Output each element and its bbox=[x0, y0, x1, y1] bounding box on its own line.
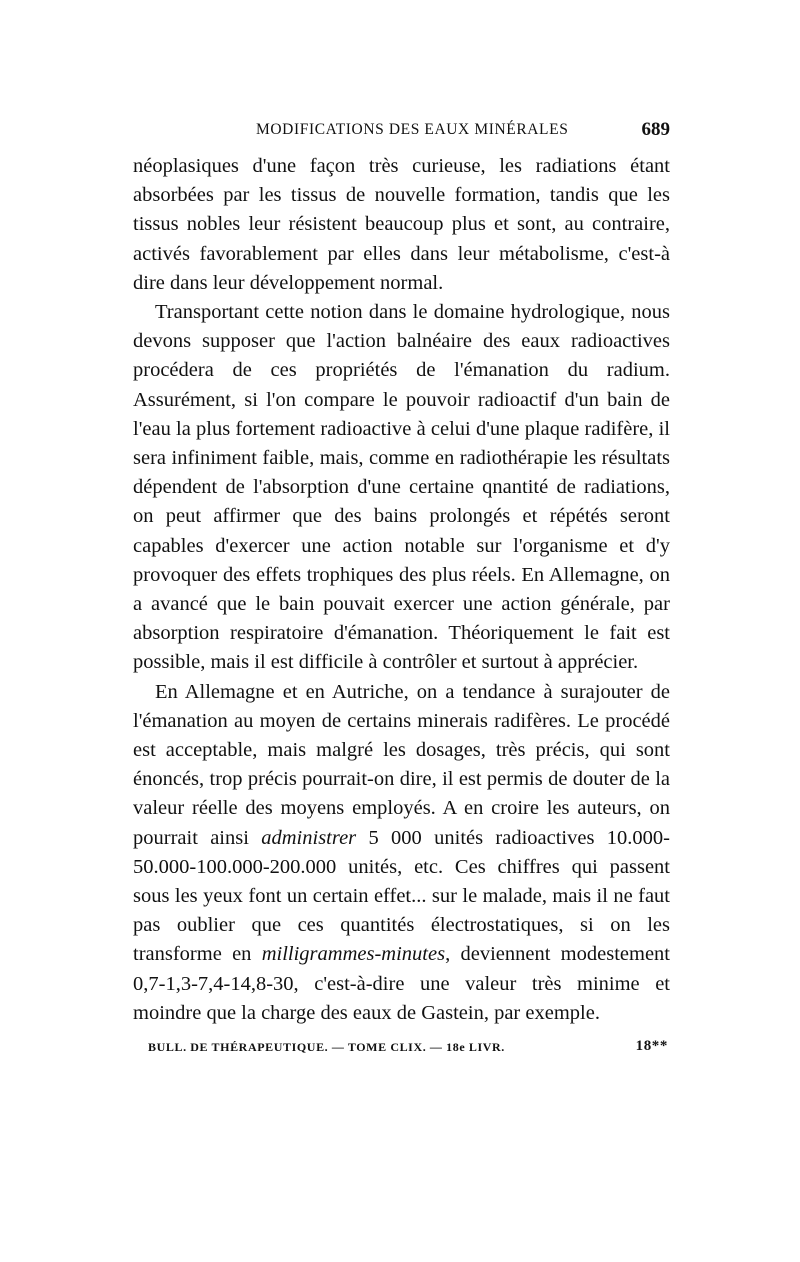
paragraph-2 bbox=[133, 298, 670, 678]
paragraph-1 bbox=[133, 152, 670, 298]
page-number: 689 bbox=[641, 119, 670, 140]
italic-term-milligrammes-minutes: milligrammes-minutes bbox=[261, 943, 446, 966]
printer-signature-line bbox=[148, 1038, 668, 1060]
italic-term-administrer: administrer bbox=[261, 826, 357, 849]
paragraph-3-text-b: 5 000 unités radioactives 10.000-50.000-100.000-200.000 unités, etc. Ces chiffres qui passent sous les yeux font un certain effet... sur le malade, mais il ne faut pas oublier que ces quantités électrostatiques, si on les transforme en bbox=[133, 826, 670, 966]
paragraph-2-text: Transportant cette notion dans le domaine hydrologique, nous devons supposer que l'action balnéaire des eaux radioactives procédera de ces propriétés de l'émanation du radium. Assurément, si l'on compare le pouvoir radioactif d'un bain de l'eau la plus fortement radioactive à celui d'une plaque radifère, il sera infiniment faible, mais, comme en radiothérapie les résultats dépendent de l'absorption d'une certaine qnantité de radiations, on peut affirmer que des bains prolongés et répétés seront capables d'exercer une action notable sur l'organisme et d'y provoquer des effets trophiques des plus réels. En Allemagne, on a avancé que le bain pouvait exercer une action générale, par absorption respiratoire d'émanation. Théoriquement le fait est possible, mais il est difficile à contrôler et surtout à apprécier. bbox=[133, 301, 670, 674]
paragraph-1-text: néoplasiques d'une façon très curieuse, les radiations étant absorbées par les tissus de nouvelle formation, tandis que les tissus nobles leur résistent beaucoup plus et sont, au contraire, activés favorablement par elles dans leur métabolisme, c'est-à dire dans leur développement normal. bbox=[133, 155, 670, 294]
signature-right: 18** bbox=[635, 1038, 668, 1054]
running-title: MODIFICATIONS DES EAUX MINÉRALES bbox=[256, 121, 569, 138]
running-head bbox=[134, 119, 670, 143]
paragraph-3-text-c: , deviennent modestement 0,7-1,3-7,4-14,8-30, c'est-à-dire une valeur très minime et moindre que la charge des eaux de Gastein, par exemple. bbox=[133, 943, 670, 1024]
paragraph-3-text-a: En Allemagne et en Autriche, on a tendance à surajouter de l'émanation au moyen de certains minerais radifères. Le procédé est acceptable, mais malgré les dosages, très précis, qui sont énoncés, trop précis pourrait-on dire, il est permis de douter de la valeur réelle des moyens employés. A en croire les auteurs, on pourrait ainsi bbox=[133, 680, 670, 849]
signature-left: BULL. DE THÉRAPEUTIQUE. — TOME CLIX. — 18e LIVR. bbox=[148, 1040, 505, 1054]
paragraph-3 bbox=[133, 678, 670, 1028]
body-text bbox=[133, 152, 670, 1028]
